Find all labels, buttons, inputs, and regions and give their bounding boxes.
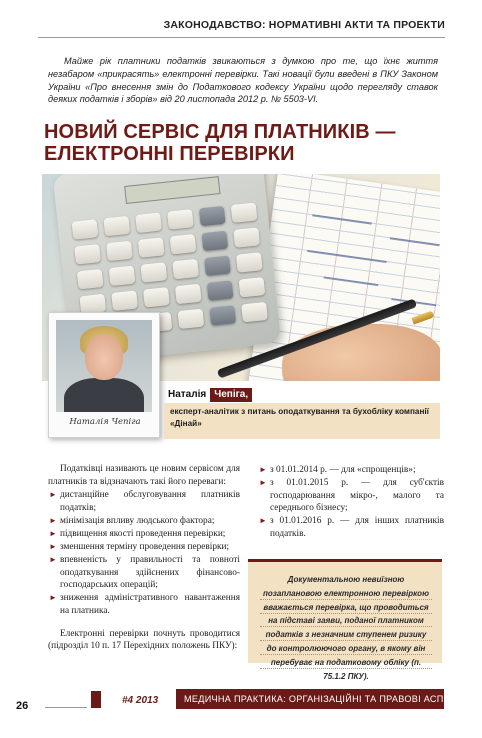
list-item: ► зниження адміністративного навантаження на платника. [49, 593, 240, 617]
author-photo [48, 312, 160, 438]
list-item: ► підвищення якості проведення перевірки; [49, 528, 226, 539]
advantages-list [48, 489, 240, 617]
triangle-right-icon: ► [49, 542, 57, 552]
list-item: ► з 01.01.2015 р. — для суб'єктів господарювання мікро-, малого та середнього бізнесу; [259, 478, 444, 514]
quote-text: Документальною невиїзною позаплановою електронною перевіркою вважається перевірка, що проводиться на підставі заяви, поданої платником податків з незначним ступенем ризику до контролюючого органу, в якому він перебуває на податковому обліку (п. 75.1.2 ПКУ). [263, 575, 429, 681]
triangle-right-icon: ► [49, 555, 57, 565]
triangle-right-icon: ► [259, 465, 267, 474]
article-title-line-1: НОВИЙ СЕРВІС ДЛЯ ПЛАТНИКІВ — [44, 121, 396, 143]
list-item: ► дистанційне обслуговування платників податків; [49, 490, 240, 513]
issue-marker [91, 691, 101, 708]
quote-box [248, 559, 442, 681]
list-item: ► з 01.01.2014 р. — для «спрощенців»; [259, 465, 416, 475]
author-signature: Наталія Чепіга [69, 417, 141, 427]
article-title [44, 121, 444, 165]
list-item: ► зменшення терміну проведення перевірки; [49, 542, 230, 553]
issue-number: #4 2013 [122, 695, 159, 706]
author-name [168, 388, 252, 402]
article-title-line-2: ЕЛЕКТРОННІ ПЕРЕВІРКИ [44, 143, 295, 165]
body-column-left [48, 463, 240, 653]
author-last-name: Чепіга, [210, 388, 252, 402]
triangle-right-icon: ► [259, 478, 267, 488]
header-divider [38, 37, 445, 38]
triangle-right-icon: ► [49, 490, 57, 500]
triangle-right-icon: ► [49, 593, 57, 603]
triangle-right-icon: ► [49, 515, 57, 525]
dates-list [258, 464, 444, 541]
list-item: ► з 01.01.2016 р. — для інших платників податків. [259, 516, 444, 539]
list-item: ► впевненість у правильності та повноті оподаткування здійснених фінансово-господарських операцій; [49, 555, 240, 591]
lead-paragraph: Майже рік платники податків звикаються з думкою про те, що їхнє життя незабаром «прикрасять» електронні перевірки. Такі новації були введені в ПКУ Законом України «Про внесення змін до Податкового кодексу України щодо перегляду ставок деяких податків і зборів» від 20 листопада 2012 р. № 5503-VI. [48, 56, 438, 105]
triangle-right-icon: ► [259, 516, 267, 526]
triangle-right-icon: ► [49, 528, 57, 538]
section-header: ЗАКОНОДАВСТВО: НОРМАТИВНІ АКТИ ТА ПРОЕКТИ [163, 19, 445, 31]
start-paragraph: Електронні перевірки почнуть проводитися (підрозділ 10 п. 17 Перехідних положень ПКУ): [48, 628, 240, 652]
author-first-name: Наталія [168, 389, 207, 400]
journal-title: МЕДИЧНА ПРАКТИКА: ОРГАНІЗАЦІЙНІ ТА ПРАВОВІ АСПЕКТИ [184, 694, 469, 704]
page-number: 26 [16, 700, 29, 712]
body-column-right [258, 463, 444, 541]
list-item: ► мінімізація впливу людського фактора; [49, 515, 215, 526]
intro-paragraph: Податківці називають це новим сервісом для платників та відзначають такі його переваги: [48, 464, 240, 487]
author-role: експерт-аналітик з питань оподаткування та бухобліку компанії «Дінай» [170, 407, 429, 428]
footer-divider [45, 707, 87, 708]
